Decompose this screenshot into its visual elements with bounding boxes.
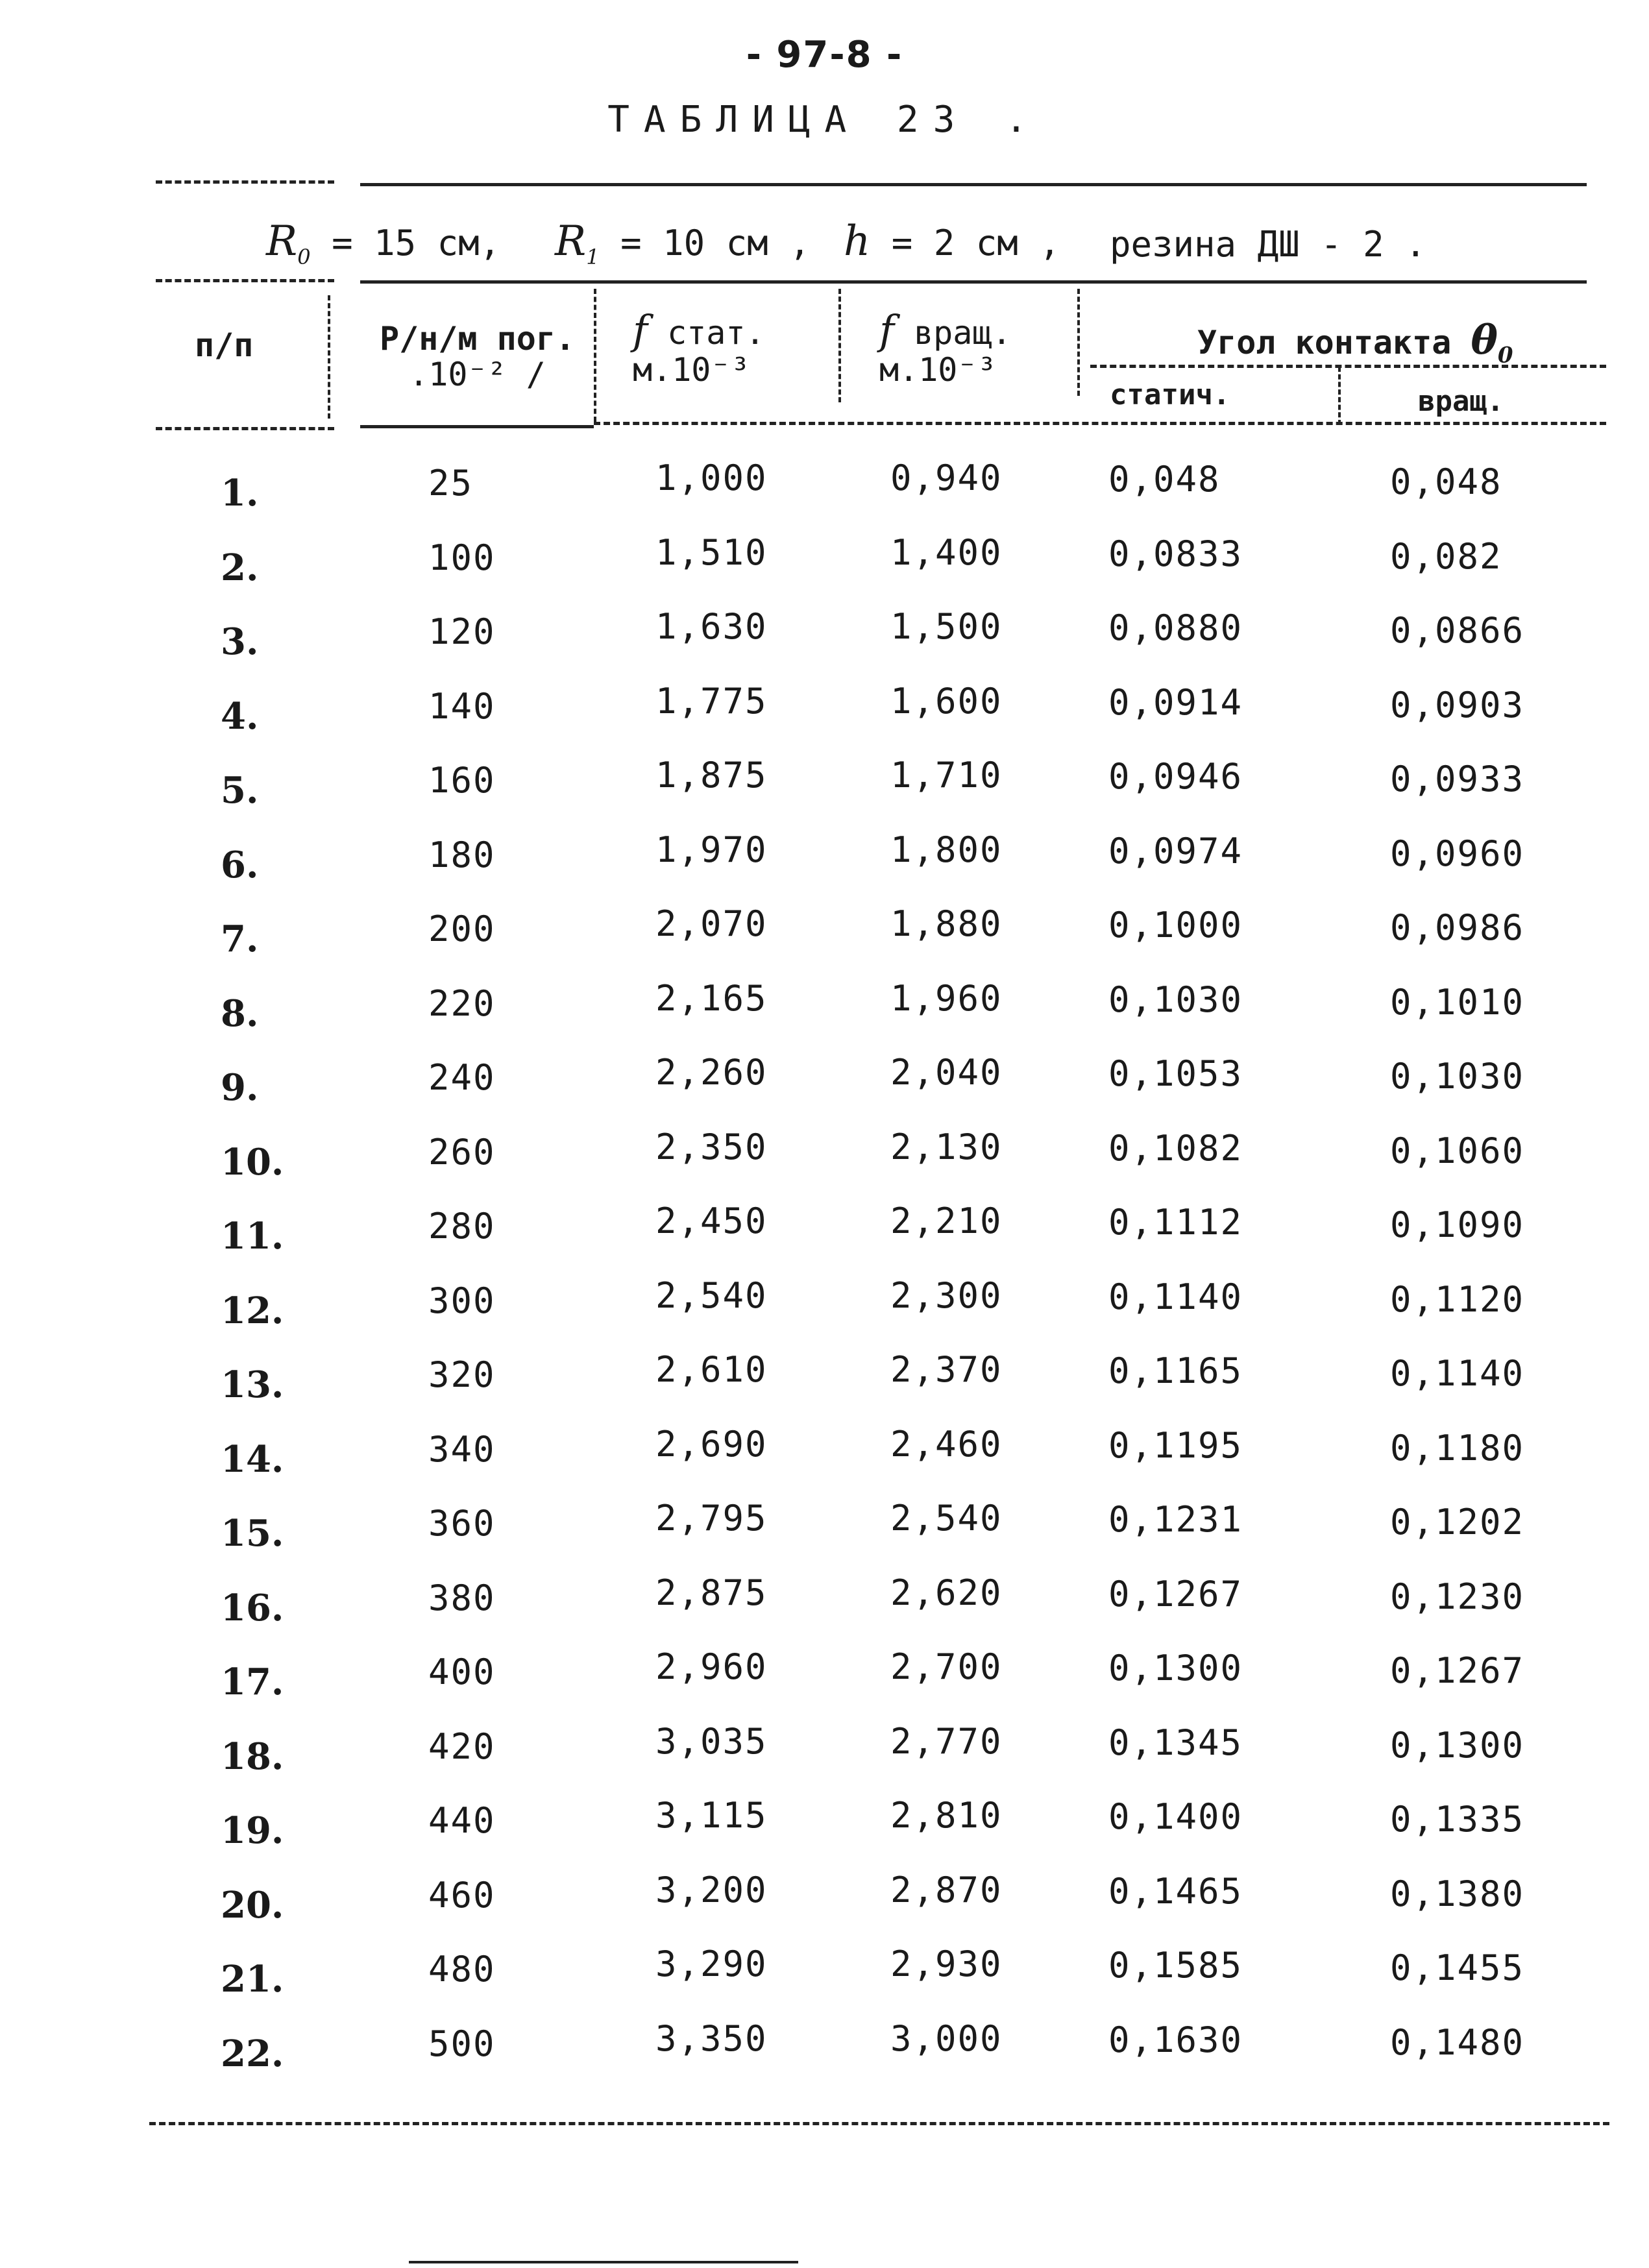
header-f-rot-line1 (879, 308, 1012, 352)
f-static-symbol: f (633, 306, 648, 354)
f-static-value: 1,630 (655, 606, 768, 647)
angle-rot-value: 0,082 (1390, 535, 1502, 577)
f-static-value: 2,690 (655, 1423, 768, 1465)
load-value: 280 (428, 1206, 496, 1247)
table-title: ТАБЛИЦА 23 . (607, 99, 1042, 141)
header-angle-label: Угол контакта (1197, 324, 1452, 361)
header-bottom-rule-right (594, 422, 1606, 425)
f-static-value: 2,350 (655, 1126, 768, 1167)
footer-rule (409, 2261, 798, 2263)
load-value: 400 (428, 1652, 496, 1692)
angle-rot-value: 0,048 (1390, 461, 1502, 502)
angle-rot-value: 0,1380 (1390, 1873, 1525, 1914)
angle-rot-value: 0,1267 (1390, 1650, 1525, 1691)
f-static-value: 1,875 (655, 755, 768, 796)
header-load (380, 321, 575, 393)
row-number: 21. (221, 1958, 284, 2001)
f-rot-value: 1,400 (890, 531, 1003, 573)
f-static-value: 3,290 (655, 1944, 768, 1984)
header-bottom-rule-mid (360, 425, 594, 428)
header-separator-4 (1077, 289, 1080, 396)
f-rot-value: 2,700 (890, 1646, 1003, 1687)
angle-static-value: 0,1267 (1108, 1573, 1243, 1615)
angle-rot-value: 0,1120 (1390, 1278, 1525, 1320)
load-value: 480 (428, 1949, 496, 1990)
angle-static-value: 0,1195 (1108, 1424, 1243, 1466)
f-rot-value: 1,800 (890, 829, 1003, 870)
header-f-static (633, 308, 765, 388)
f-rot-value: 2,370 (890, 1349, 1003, 1390)
f-static-value: 3,115 (655, 1795, 768, 1836)
angle-rot-value: 0,1455 (1390, 1947, 1525, 1988)
h-symbol: h (844, 217, 871, 265)
load-value: 460 (428, 1874, 496, 1916)
angle-rot-value: 0,0903 (1390, 684, 1525, 726)
load-value: 200 (428, 908, 496, 949)
load-value: 220 (428, 982, 496, 1024)
row-number: 19. (221, 1809, 284, 1852)
angle-static-value: 0,1345 (1108, 1722, 1243, 1763)
bottom-rule (149, 2122, 1609, 2125)
angle-static-value: 0,1112 (1108, 1202, 1243, 1243)
angle-rot-value: 0,1060 (1390, 1130, 1525, 1171)
f-static-value: 2,540 (655, 1274, 768, 1316)
angle-rot-value: 0,0866 (1390, 610, 1525, 651)
angle-rot-value: 0,1010 (1390, 981, 1525, 1023)
angle-static-value: 0,1165 (1108, 1350, 1243, 1391)
row-number: 6. (221, 843, 259, 886)
angle-static-value: 0,1300 (1108, 1648, 1243, 1689)
angle-rot-value: 0,1140 (1390, 1353, 1525, 1394)
angle-static-value: 0,0946 (1108, 756, 1243, 797)
row-number: 14. (221, 1437, 284, 1481)
row-number: 8. (221, 992, 259, 1035)
header-separator-3 (838, 289, 841, 402)
row-number: 10. (221, 1140, 284, 1184)
f-rot-value: 2,300 (890, 1274, 1003, 1316)
angle-static-value: 0,1630 (1108, 2019, 1243, 2060)
f-static-value: 3,350 (655, 2018, 768, 2059)
f-static-value: 2,875 (655, 1572, 768, 1613)
load-value: 340 (428, 1428, 496, 1470)
f-rot-value: 2,460 (890, 1423, 1003, 1465)
f-static-value: 2,165 (655, 977, 768, 1019)
row-number: 3. (221, 620, 259, 663)
f-static-value: 1,000 (655, 457, 768, 498)
header-f-rot-label: вращ. (914, 314, 1012, 352)
load-value: 420 (428, 1725, 496, 1767)
row-number: 16. (221, 1586, 284, 1629)
f-rot-value: 2,770 (890, 1720, 1003, 1762)
f-static-value: 2,260 (655, 1052, 768, 1093)
param-r1 (555, 217, 811, 269)
r1-value: = 10 см , (620, 223, 811, 263)
angle-rot-value: 0,1300 (1390, 1724, 1525, 1766)
header-separator-2 (594, 289, 596, 422)
f-rot-value: 2,130 (890, 1126, 1003, 1167)
load-value: 500 (428, 2023, 496, 2064)
angle-static-value: 0,1000 (1108, 905, 1243, 945)
header-index: п/п (195, 326, 254, 364)
angle-static-value: 0,1400 (1108, 1796, 1243, 1837)
angle-rot-value: 0,1480 (1390, 2021, 1525, 2063)
f-rot-value: 2,540 (890, 1498, 1003, 1539)
angle-static-value: 0,1082 (1108, 1127, 1243, 1169)
angle-static-value: 0,0833 (1108, 533, 1243, 574)
angle-rot-value: 0,1202 (1390, 1502, 1525, 1542)
f-static-value: 2,795 (655, 1498, 768, 1539)
f-rot-symbol: f (879, 306, 894, 354)
load-value: 100 (428, 537, 496, 578)
angle-static-value: 0,1030 (1108, 979, 1243, 1020)
load-value: 300 (428, 1280, 496, 1321)
h-value: = 2 см , (891, 223, 1060, 263)
row-number: 4. (221, 694, 259, 738)
angle-rot-value: 0,1090 (1390, 1204, 1525, 1245)
f-rot-value: 1,960 (890, 977, 1003, 1019)
load-value: 240 (428, 1057, 496, 1098)
f-static-value: 1,510 (655, 531, 768, 573)
f-rot-value: 2,870 (890, 1869, 1003, 1910)
row-number: 5. (221, 769, 259, 812)
header-angle-rot: вращ. (1418, 385, 1504, 418)
header-f-static-line2: м.10⁻³ (633, 351, 750, 389)
row-number: 17. (221, 1661, 284, 1703)
angle-static-value: 0,1585 (1108, 1945, 1243, 1986)
header-separator-1 (328, 295, 330, 419)
angle-static-value: 0,0880 (1108, 607, 1243, 648)
f-static-value: 2,610 (655, 1349, 768, 1390)
f-static-value: 1,775 (655, 680, 768, 722)
row-number: 13. (221, 1363, 284, 1406)
load-value: 120 (428, 611, 496, 652)
f-static-value: 3,200 (655, 1869, 768, 1910)
row-number: 18. (221, 1735, 284, 1778)
row-number: 11. (221, 1215, 284, 1258)
load-value: 260 (428, 1131, 496, 1173)
load-value: 25 (428, 463, 474, 504)
angle-static-value: 0,048 (1108, 459, 1221, 500)
header-f-static-line1 (633, 308, 765, 352)
page-number: - 97-8 - (746, 34, 903, 76)
angle-rot-value: 0,1030 (1390, 1056, 1525, 1097)
f-static-value: 2,450 (655, 1201, 768, 1241)
f-rot-value: 2,810 (890, 1795, 1003, 1836)
row-number: 15. (221, 1512, 284, 1555)
angle-static-value: 0,1140 (1108, 1276, 1243, 1317)
f-rot-value: 1,880 (890, 903, 1003, 944)
angle-static-value: 0,1053 (1108, 1053, 1243, 1094)
header-angle-static: статич. (1110, 378, 1230, 411)
row-number: 9. (221, 1066, 259, 1109)
angle-subheader-separator (1338, 367, 1341, 425)
load-value: 320 (428, 1354, 496, 1395)
row-number: 22. (221, 2032, 284, 2075)
load-value: 380 (428, 1577, 496, 1618)
header-top-rule-left (156, 279, 334, 282)
r1-symbol: $R_1$ (555, 217, 600, 269)
r0-symbol: $R_0$ (266, 217, 311, 269)
f-static-value: 3,035 (655, 1720, 768, 1762)
angle-static-value: 0,1231 (1108, 1499, 1243, 1540)
angle-rot-value: 0,1335 (1390, 1799, 1525, 1840)
angle-rot-value: 0,0986 (1390, 907, 1525, 948)
f-rot-value: 1,500 (890, 606, 1003, 647)
header-f-static-label: стат. (667, 314, 765, 352)
angle-rot-value: 0,1180 (1390, 1427, 1525, 1469)
f-rot-value: 2,040 (890, 1052, 1003, 1093)
header-f-rot (879, 308, 1012, 388)
load-value: 360 (428, 1503, 496, 1544)
header-load-line2: .10⁻² / (409, 356, 546, 393)
f-rot-value: 2,210 (890, 1201, 1003, 1241)
param-r0 (266, 217, 500, 269)
load-value: 440 (428, 1800, 496, 1841)
load-value: 140 (428, 685, 496, 727)
f-static-value: 1,970 (655, 829, 768, 870)
row-number: 2. (221, 546, 259, 589)
angle-static-value: 0,1465 (1108, 1870, 1243, 1912)
f-static-value: 2,960 (655, 1646, 768, 1687)
row-number: 20. (221, 1883, 284, 1927)
f-rot-value: 0,940 (890, 457, 1003, 498)
angle-rot-value: 0,0960 (1390, 833, 1525, 874)
header-load-line1: Р/н/м пог. (380, 320, 576, 358)
angle-static-value: 0,0914 (1108, 681, 1243, 723)
top-rule-left (156, 180, 334, 184)
load-value: 180 (428, 834, 496, 875)
f-rot-value: 3,000 (890, 2018, 1003, 2059)
row-number: 7. (221, 918, 259, 960)
header-angle (1197, 318, 1513, 368)
theta-symbol: $\theta_0$ (1471, 316, 1513, 369)
param-h (844, 217, 1060, 265)
angle-static-value: 0,0974 (1108, 830, 1243, 872)
load-value: 160 (428, 760, 496, 801)
header-bottom-rule-left (156, 427, 334, 430)
row-number: 1. (221, 472, 259, 515)
angle-rot-value: 0,1230 (1390, 1576, 1525, 1617)
param-rubber: резина ДШ - 2 . (1110, 224, 1426, 265)
f-rot-value: 2,930 (890, 1944, 1003, 1984)
f-rot-value: 1,710 (890, 755, 1003, 796)
angle-rot-value: 0,0933 (1390, 759, 1525, 799)
parameters-line (0, 217, 1649, 276)
header-f-rot-line2: м.10⁻³ (879, 351, 997, 389)
f-rot-value: 1,600 (890, 680, 1003, 722)
row-number: 12. (221, 1289, 284, 1332)
header-top-rule-right (360, 280, 1587, 284)
f-rot-value: 2,620 (890, 1572, 1003, 1613)
f-static-value: 2,070 (655, 903, 768, 944)
top-rule-right (360, 183, 1587, 186)
r0-value: = 15 см, (332, 223, 501, 263)
